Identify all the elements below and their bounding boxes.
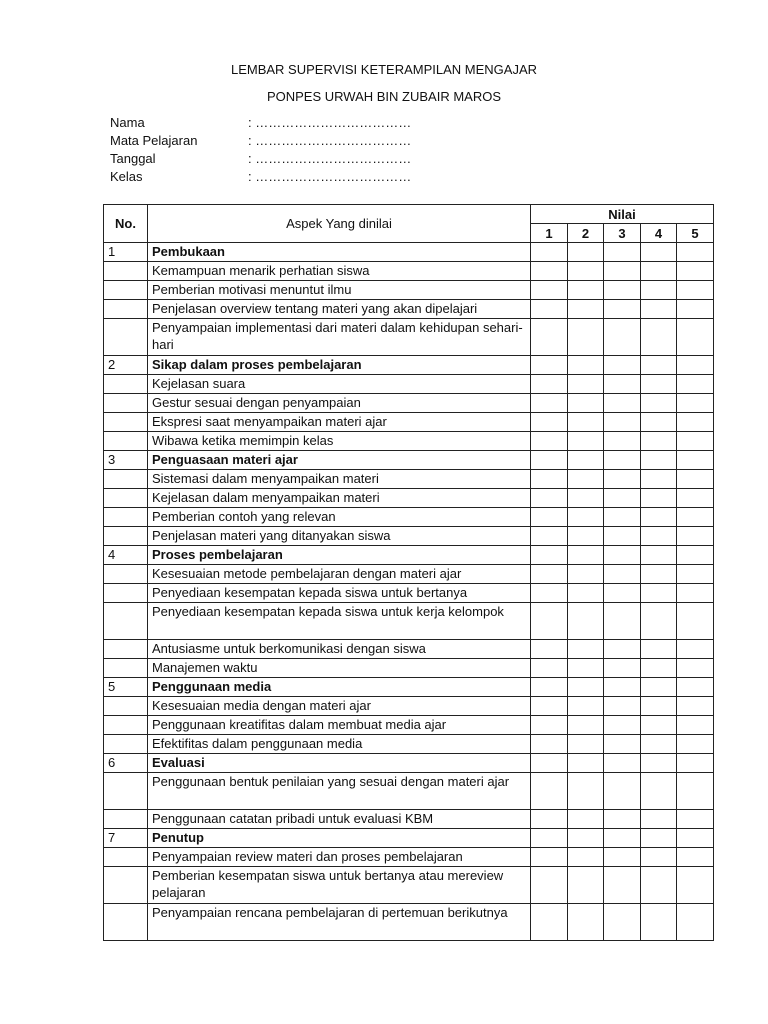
criteria-text: Gestur sesuai dengan penyampaian [148,394,531,413]
score-cell[interactable] [641,546,677,565]
score-cell[interactable] [568,413,604,432]
score-cell[interactable] [568,356,604,375]
score-cell[interactable] [641,867,677,904]
info-row-nama [110,114,411,132]
section-title: Proses pembelajaran [148,546,531,565]
score-cell[interactable] [604,262,641,281]
score-cell[interactable] [568,565,604,584]
criteria-row [104,262,714,281]
score-cell[interactable] [604,300,641,319]
score-cell[interactable] [531,584,568,603]
section-title: Penggunaan media [148,678,531,697]
score-cell[interactable] [531,659,568,678]
score-cell[interactable] [568,375,604,394]
section-title: Penutup [148,829,531,848]
score-cell[interactable] [677,716,714,735]
score-cell[interactable] [531,527,568,546]
criteria-row [104,848,714,867]
criteria-row [104,603,714,640]
score-cell[interactable] [604,565,641,584]
criteria-row [104,584,714,603]
score-cell[interactable] [568,603,604,640]
score-cell[interactable] [677,904,714,941]
blank-number-cell [104,394,148,413]
score-cell[interactable] [531,413,568,432]
criteria-row [104,773,714,810]
criteria-text: Manajemen waktu [148,659,531,678]
score-cell[interactable] [677,413,714,432]
blank-number-cell [104,810,148,829]
criteria-text: Pemberian contoh yang relevan [148,508,531,527]
blank-number-cell [104,867,148,904]
criteria-text: Penjelasan materi yang ditanyakan siswa [148,527,531,546]
blank-number-cell [104,413,148,432]
score-cell[interactable] [604,451,641,470]
score-cell[interactable] [677,508,714,527]
criteria-text: Kesesuaian media dengan materi ajar [148,697,531,716]
table-header-row [104,205,714,224]
score-cell[interactable] [641,773,677,810]
criteria-text: Pemberian motivasi menuntut ilmu [148,281,531,300]
score-cell[interactable] [641,375,677,394]
score-header: 3 [604,224,641,243]
score-cell[interactable] [604,697,641,716]
blank-number-cell [104,659,148,678]
score-cell[interactable] [568,451,604,470]
score-cell[interactable] [604,375,641,394]
score-cell[interactable] [604,848,641,867]
score-cell[interactable] [677,527,714,546]
score-cell[interactable] [604,432,641,451]
score-header: 5 [677,224,714,243]
score-cell[interactable] [531,243,568,262]
score-cell[interactable] [641,678,677,697]
section-number: 1 [104,243,148,262]
score-cell[interactable] [604,527,641,546]
score-cell[interactable] [604,356,641,375]
score-cell[interactable] [604,470,641,489]
info-row-mata-pelajaran [110,132,411,150]
blank-number-cell [104,432,148,451]
score-cell[interactable] [531,867,568,904]
score-cell[interactable] [568,716,604,735]
score-cell[interactable] [677,659,714,678]
score-cell[interactable] [641,527,677,546]
section-number: 2 [104,356,148,375]
score-cell[interactable] [641,262,677,281]
score-cell[interactable] [604,659,641,678]
score-cell[interactable] [531,262,568,281]
score-cell[interactable] [568,697,604,716]
info-label: Nama [110,115,145,130]
score-cell[interactable] [531,829,568,848]
criteria-row [104,716,714,735]
score-cell[interactable] [568,848,604,867]
criteria-row [104,659,714,678]
info-value: : ……………………………… [248,169,412,184]
criteria-text: Sistemasi dalam menyampaikan materi [148,470,531,489]
info-label: Mata Pelajaran [110,133,198,148]
criteria-row [104,281,714,300]
score-cell[interactable] [604,640,641,659]
score-cell[interactable] [677,243,714,262]
score-cell[interactable] [604,546,641,565]
score-cell[interactable] [531,508,568,527]
score-cell[interactable] [677,678,714,697]
criteria-text: Penyampaian implementasi dari materi dalam kehidupan sehari-hari [148,319,531,356]
score-cell[interactable] [568,432,604,451]
score-cell[interactable] [641,451,677,470]
info-value: : ……………………………… [248,115,412,130]
score-cell[interactable] [641,829,677,848]
score-cell[interactable] [677,451,714,470]
blank-number-cell [104,300,148,319]
score-cell[interactable] [677,262,714,281]
criteria-row [104,527,714,546]
score-cell[interactable] [641,735,677,754]
score-cell[interactable] [677,432,714,451]
score-cell[interactable] [531,640,568,659]
score-cell[interactable] [677,754,714,773]
section-number: 4 [104,546,148,565]
score-cell[interactable] [531,735,568,754]
score-cell[interactable] [641,470,677,489]
section-number: 3 [104,451,148,470]
score-cell[interactable] [641,659,677,678]
section-title: Penguasaan materi ajar [148,451,531,470]
score-cell[interactable] [568,394,604,413]
score-cell[interactable] [531,565,568,584]
section-number: 5 [104,678,148,697]
score-cell[interactable] [604,904,641,941]
info-label: Tanggal [110,151,156,166]
score-cell[interactable] [568,773,604,810]
criteria-row [104,489,714,508]
score-cell[interactable] [641,754,677,773]
criteria-text: Ekspresi saat menyampaikan materi ajar [148,413,531,432]
score-cell[interactable] [568,678,604,697]
institution-title: PONPES URWAH BIN ZUBAIR MAROS [266,89,502,104]
criteria-row [104,470,714,489]
blank-number-cell [104,640,148,659]
criteria-row [104,810,714,829]
criteria-row [104,319,714,356]
info-label: Kelas [110,169,143,184]
criteria-row [104,565,714,584]
score-cell[interactable] [568,735,604,754]
score-cell[interactable] [641,319,677,356]
blank-number-cell [104,603,148,640]
score-cell[interactable] [568,829,604,848]
blank-number-cell [104,697,148,716]
score-cell[interactable] [677,773,714,810]
score-cell[interactable] [677,603,714,640]
score-cell[interactable] [604,735,641,754]
section-row [104,678,714,697]
criteria-text: Penyampaian review materi dan proses pembelajaran [148,848,531,867]
score-cell[interactable] [604,810,641,829]
score-cell[interactable] [677,356,714,375]
criteria-row [104,697,714,716]
score-cell[interactable] [568,243,604,262]
score-cell[interactable] [568,659,604,678]
score-cell[interactable] [604,867,641,904]
blank-number-cell [104,375,148,394]
score-cell[interactable] [604,413,641,432]
score-cell[interactable] [641,810,677,829]
header-no: No. [104,205,148,243]
score-cell[interactable] [641,432,677,451]
score-cell[interactable] [677,584,714,603]
info-row-kelas [110,168,411,186]
score-cell[interactable] [604,243,641,262]
score-cell[interactable] [568,546,604,565]
criteria-text: Wibawa ketika memimpin kelas [148,432,531,451]
score-header: 4 [641,224,677,243]
score-cell[interactable] [641,697,677,716]
score-cell[interactable] [568,640,604,659]
sheet-title: LEMBAR SUPERVISI KETERAMPILAN MENGAJAR [230,62,538,77]
score-cell[interactable] [531,810,568,829]
criteria-text: Penggunaan kreatifitas dalam membuat media ajar [148,716,531,735]
score-cell[interactable] [531,300,568,319]
score-cell[interactable] [568,754,604,773]
section-row [104,546,714,565]
score-header: 1 [531,224,568,243]
score-cell[interactable] [531,356,568,375]
section-row [104,451,714,470]
score-cell[interactable] [677,546,714,565]
criteria-text: Kejelasan dalam menyampaikan materi [148,489,531,508]
score-cell[interactable] [604,773,641,810]
score-cell[interactable] [568,584,604,603]
score-cell[interactable] [677,867,714,904]
criteria-text: Penyampaian rencana pembelajaran di pertemuan berikutnya [148,904,531,941]
criteria-text: Penyediaan kesempatan kepada siswa untuk kerja kelompok [148,603,531,640]
score-cell[interactable] [531,603,568,640]
score-cell[interactable] [641,281,677,300]
score-cell[interactable] [531,848,568,867]
score-cell[interactable] [604,678,641,697]
score-cell[interactable] [641,565,677,584]
criteria-row [104,432,714,451]
section-row [104,829,714,848]
score-cell[interactable] [531,697,568,716]
score-cell[interactable] [641,413,677,432]
score-cell[interactable] [531,904,568,941]
score-cell[interactable] [531,319,568,356]
score-cell[interactable] [641,904,677,941]
score-cell[interactable] [641,848,677,867]
score-cell[interactable] [677,829,714,848]
score-cell[interactable] [531,432,568,451]
score-cell[interactable] [677,300,714,319]
blank-number-cell [104,584,148,603]
criteria-row [104,735,714,754]
score-cell[interactable] [677,735,714,754]
score-cell[interactable] [531,546,568,565]
score-cell[interactable] [641,300,677,319]
blank-number-cell [104,470,148,489]
score-header: 2 [568,224,604,243]
score-cell[interactable] [531,451,568,470]
criteria-row [104,640,714,659]
info-value: : ……………………………… [248,133,412,148]
score-cell[interactable] [604,716,641,735]
header-nilai: Nilai [531,205,714,224]
blank-number-cell [104,773,148,810]
criteria-text: Pemberian kesempatan siswa untuk bertanya atau mereview pelajaran [148,867,531,904]
score-cell[interactable] [641,508,677,527]
blank-number-cell [104,281,148,300]
score-cell[interactable] [568,319,604,356]
score-cell[interactable] [531,375,568,394]
blank-number-cell [104,489,148,508]
score-cell[interactable] [604,829,641,848]
criteria-row [104,394,714,413]
score-cell[interactable] [677,394,714,413]
blank-number-cell [104,527,148,546]
section-title: Sikap dalam proses pembelajaran [148,356,531,375]
score-cell[interactable] [677,470,714,489]
criteria-text: Kesesuaian metode pembelajaran dengan materi ajar [148,565,531,584]
section-row [104,754,714,773]
score-cell[interactable] [531,716,568,735]
score-cell[interactable] [677,810,714,829]
score-cell[interactable] [568,470,604,489]
score-cell[interactable] [531,678,568,697]
score-cell[interactable] [568,262,604,281]
criteria-text: Penyediaan kesempatan kepada siswa untuk bertanya [148,584,531,603]
score-cell[interactable] [604,319,641,356]
identity-fields [110,114,411,186]
section-row [104,243,714,262]
criteria-text: Penggunaan bentuk penilaian yang sesuai dengan materi ajar [148,773,531,810]
criteria-row [104,375,714,394]
score-cell[interactable] [604,603,641,640]
section-number: 7 [104,829,148,848]
score-cell[interactable] [604,394,641,413]
score-cell[interactable] [604,754,641,773]
score-cell[interactable] [641,716,677,735]
criteria-row [104,413,714,432]
score-cell[interactable] [677,697,714,716]
score-cell[interactable] [604,584,641,603]
info-value: : ……………………………… [248,151,412,166]
score-cell[interactable] [568,904,604,941]
score-cell[interactable] [568,527,604,546]
score-cell[interactable] [641,243,677,262]
score-cell[interactable] [677,640,714,659]
section-title: Pembukaan [148,243,531,262]
blank-number-cell [104,716,148,735]
score-cell[interactable] [531,773,568,810]
score-cell[interactable] [604,281,641,300]
section-number: 6 [104,754,148,773]
criteria-text: Antusiasme untuk berkomunikasi dengan siswa [148,640,531,659]
score-cell[interactable] [531,281,568,300]
assessment-table [103,204,714,941]
score-cell[interactable] [531,754,568,773]
criteria-row [104,300,714,319]
blank-number-cell [104,848,148,867]
score-cell[interactable] [677,565,714,584]
score-cell[interactable] [641,489,677,508]
score-cell[interactable] [568,300,604,319]
score-cell[interactable] [677,375,714,394]
blank-number-cell [104,565,148,584]
criteria-text: Kemampuan menarik perhatian siswa [148,262,531,281]
score-cell[interactable] [677,848,714,867]
score-cell[interactable] [641,356,677,375]
blank-number-cell [104,904,148,941]
section-title: Evaluasi [148,754,531,773]
score-cell[interactable] [568,281,604,300]
score-cell[interactable] [641,584,677,603]
criteria-text: Efektifitas dalam penggunaan media [148,735,531,754]
score-cell[interactable] [568,508,604,527]
score-cell[interactable] [568,867,604,904]
score-cell[interactable] [677,319,714,356]
blank-number-cell [104,319,148,356]
header-aspek: Aspek Yang dinilai [148,205,531,243]
criteria-row [104,904,714,941]
criteria-text: Kejelasan suara [148,375,531,394]
criteria-text: Penggunaan catatan pribadi untuk evaluasi KBM [148,810,531,829]
score-cell[interactable] [568,489,604,508]
score-cell[interactable] [531,470,568,489]
table-body [104,243,714,941]
score-cell[interactable] [568,810,604,829]
score-cell[interactable] [604,489,641,508]
blank-number-cell [104,508,148,527]
criteria-text: Penjelasan overview tentang materi yang akan dipelajari [148,300,531,319]
section-row [104,356,714,375]
blank-number-cell [104,262,148,281]
score-cell[interactable] [641,603,677,640]
score-cell[interactable] [531,489,568,508]
score-cell[interactable] [531,394,568,413]
score-cell[interactable] [641,394,677,413]
score-cell[interactable] [641,640,677,659]
score-cell[interactable] [677,281,714,300]
blank-number-cell [104,735,148,754]
criteria-row [104,508,714,527]
criteria-row [104,867,714,904]
score-cell[interactable] [677,489,714,508]
score-cell[interactable] [604,508,641,527]
info-row-tanggal [110,150,411,168]
